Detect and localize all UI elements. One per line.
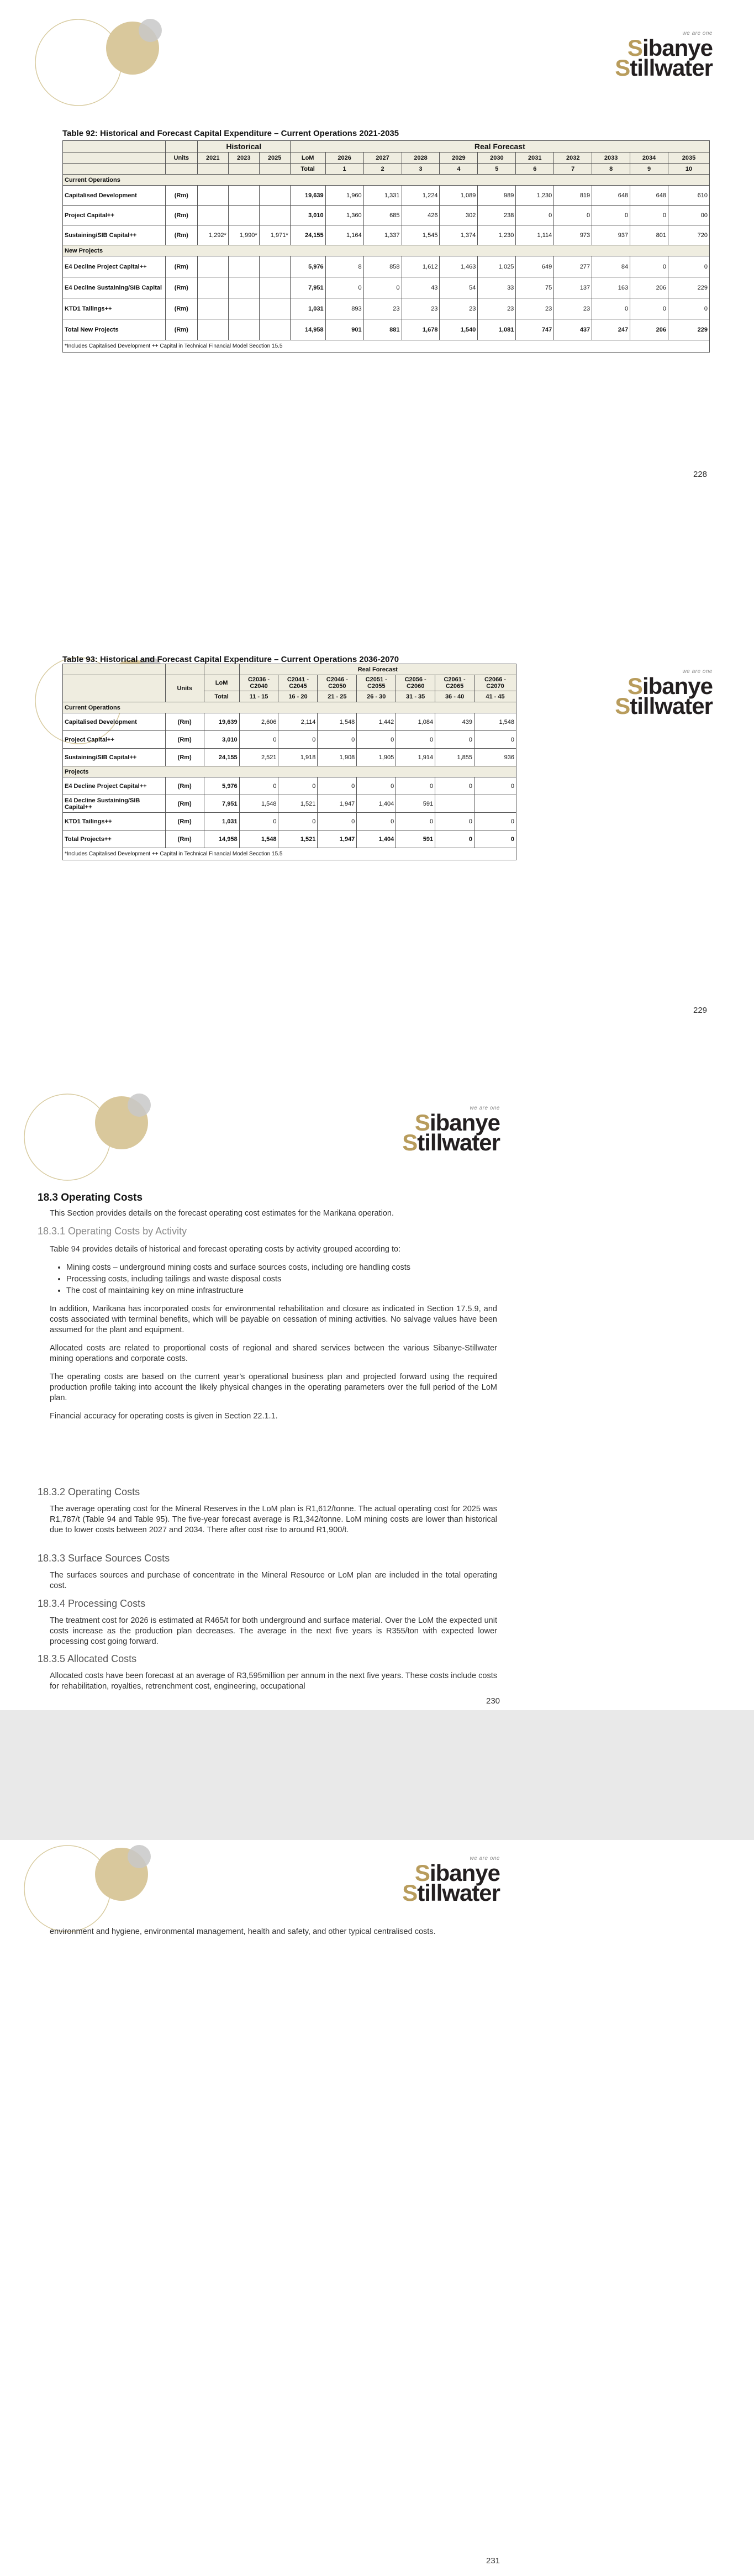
table-cell: Project Capital++ (63, 731, 166, 749)
table-cell: 0 (516, 206, 554, 225)
table-cell: 14,958 (290, 319, 325, 340)
decorative-circles-graphic (22, 1089, 166, 1188)
table-cell: KTD1 Tailings++ (63, 813, 166, 830)
table-92-caption: Table 92: Historical and Forecast Capital Expenditure – Current Operations 2021-2035 (62, 129, 399, 138)
sub-col-header: 31 - 35 (396, 691, 435, 702)
empty-cell (228, 319, 259, 340)
table-cell: (Rm) (165, 813, 204, 830)
table-92 (62, 140, 710, 353)
table-cell: 23 (440, 298, 478, 319)
col-header: C2056 - C2060 (396, 675, 435, 691)
table-cell: 238 (478, 206, 516, 225)
sibanye-stillwater-logo: we are one Sibanye Stillwater (402, 1855, 500, 1906)
table-cell: 426 (402, 206, 440, 225)
body-block-continued (50, 1927, 497, 1945)
sub-col-header: 7 (554, 164, 592, 175)
table-row (63, 830, 516, 848)
table-cell: (Rm) (165, 206, 197, 225)
paragraph: This Section provides details on the forecast operating cost estimates for the Marikana operation. (50, 1209, 394, 1218)
empty-cell (259, 277, 290, 298)
table-cell: (Rm) (165, 713, 204, 731)
table-cell: 1,031 (204, 813, 239, 830)
table-cell: 5,976 (204, 777, 239, 795)
table-cell: 1,025 (478, 256, 516, 277)
subheading-18-3-2: 18.3.2 Operating Costs (38, 1486, 140, 1497)
section-current-operations: Current Operations (63, 702, 516, 713)
table-cell: Sustaining/SIB Capital++ (63, 225, 166, 245)
table-cell (259, 206, 290, 225)
sub-col-header: Total (204, 691, 239, 702)
sub-col-header: 9 (630, 164, 668, 175)
paragraph: The surfaces sources and purchase of concentrate in the Mineral Resource or LoM plan are included in the total operating cost. (50, 1571, 497, 1590)
table-cell: 0 (396, 731, 435, 749)
table-cell: 747 (516, 319, 554, 340)
table-cell: 1,442 (357, 713, 396, 731)
paragraph: Allocated costs have been forecast at an average of R3,595million per annum in the next five years. These costs include costs for rehabilitation, royalties, retrenchment cost, engineering, occupational (50, 1671, 497, 1691)
table-cell: Total New Projects (63, 319, 166, 340)
table-cell: 19,639 (290, 186, 325, 206)
table-cell: 648 (592, 186, 630, 206)
table-group-header-row (63, 141, 710, 153)
subheading-18-3-5: 18.3.5 Allocated Costs (38, 1653, 137, 1664)
table-row (63, 713, 516, 731)
table-cell: 33 (478, 277, 516, 298)
table-cell: 0 (318, 777, 357, 795)
table-cell: 591 (396, 795, 435, 813)
table-cell: 14,958 (204, 830, 239, 848)
subheading-18-3-3: 18.3.3 Surface Sources Costs (38, 1553, 170, 1564)
list-item: • Processing costs, including tailings and waste disposal costs (66, 1274, 497, 1285)
paragraph: The operating costs are based on the current year’s operational business plan and projected forward using the required production profile taking into account the likely physical changes in the operating parameters over the full period of the LoM plan. (50, 1373, 497, 1402)
table-cell: 1,960 (325, 186, 363, 206)
col-header: 2027 (363, 153, 402, 164)
table-cell: 0 (474, 830, 516, 848)
table-cell: 206 (630, 277, 668, 298)
empty-cell (259, 256, 290, 277)
table-cell: 206 (630, 319, 668, 340)
table-cell: 1,331 (363, 186, 402, 206)
table-cell: 649 (516, 256, 554, 277)
table-cell: 1,114 (516, 225, 554, 245)
table-cell: 0 (668, 256, 710, 277)
sub-col-header: 16 - 20 (278, 691, 318, 702)
table-cell: 0 (474, 777, 516, 795)
body-block-5 (50, 1671, 497, 1700)
table-row (63, 186, 710, 206)
subheading-18-3-4: 18.3.4 Processing Costs (38, 1598, 146, 1609)
table-cell: 302 (440, 206, 478, 225)
paragraph: Table 94 provides details of historical and forecast operating costs by activity grouped according to: (50, 1245, 401, 1254)
table-cell: 881 (363, 319, 402, 340)
table-cell: Total Projects++ (63, 830, 166, 848)
table-cell: 163 (592, 277, 630, 298)
table-cell: 23 (402, 298, 440, 319)
sub-col-header: 4 (440, 164, 478, 175)
real-forecast-header: Real Forecast (290, 141, 709, 153)
table-cell: 0 (239, 731, 278, 749)
table-row (63, 777, 516, 795)
empty-cell (259, 298, 290, 319)
decorative-circles-graphic (22, 1840, 166, 1939)
table-cell: 0 (357, 777, 396, 795)
table-cell (474, 795, 516, 813)
table-cell (228, 206, 259, 225)
table-cell (435, 795, 474, 813)
page-number: 229 (693, 1006, 708, 1015)
sub-col-header: 21 - 25 (318, 691, 357, 702)
table-row (63, 225, 710, 245)
table-cell: 3,010 (290, 206, 325, 225)
table-93 (62, 664, 516, 860)
table-cell: 0 (325, 277, 363, 298)
table-note: *Includes Capitalised Development ++ Capital in Technical Financial Model Secction 15.5 (63, 340, 710, 353)
col-header: 2032 (554, 153, 592, 164)
table-cell: 0 (630, 206, 668, 225)
table-cell: 989 (478, 186, 516, 206)
table-cell: 24,155 (290, 225, 325, 245)
table-cell: Project Capital++ (63, 206, 166, 225)
table-cell: 1,548 (239, 830, 278, 848)
col-header: LoM (290, 153, 325, 164)
table-cell: 23 (516, 298, 554, 319)
empty-cell (197, 298, 228, 319)
table-cell: 0 (357, 731, 396, 749)
empty-cell (228, 256, 259, 277)
table-cell: 00 (668, 206, 710, 225)
table-cell: 1,971* (259, 225, 290, 245)
table-cell: (Rm) (165, 749, 204, 766)
table-cell: 1,374 (440, 225, 478, 245)
table-cell: 0 (474, 813, 516, 830)
col-header: 2028 (402, 153, 440, 164)
table-cell: 2,521 (239, 749, 278, 766)
table-cell: 1,292* (197, 225, 228, 245)
paragraph: In addition, Marikana has incorporated costs for environmental rehabilitation and closure as indicated in Section 17.5.9, and costs associated with terminal benefits, which will be payable on cessation of mining activities. No salvage values have been assumed for the plant and equipment. (50, 1305, 497, 1334)
page-231 (0, 1840, 754, 2576)
col-header: 2033 (592, 153, 630, 164)
table-cell: 1,404 (357, 795, 396, 813)
table-cell: 7,951 (204, 795, 239, 813)
table-cell: 54 (440, 277, 478, 298)
empty-cell (197, 277, 228, 298)
col-header: C2051 - C2055 (357, 675, 396, 691)
bullet-list (66, 1263, 497, 1296)
sibanye-stillwater-logo: we are one Sibanye Stillwater (402, 1105, 500, 1155)
table-cell: 1,089 (440, 186, 478, 206)
paragraph: environment and hygiene, environmental management, health and safety, and other typical centralised costs. (50, 1927, 436, 1936)
table-cell: 277 (554, 256, 592, 277)
col-header: 2021 (197, 153, 228, 164)
table-cell: (Rm) (165, 731, 204, 749)
table-cell: (Rm) (165, 795, 204, 813)
col-header: 2030 (478, 153, 516, 164)
table-cell: 591 (396, 830, 435, 848)
table-cell: 137 (554, 277, 592, 298)
table-cell (197, 186, 228, 206)
table-cell: Capitalised Development (63, 186, 166, 206)
table-cell: 0 (396, 777, 435, 795)
table-year-header-row (63, 153, 710, 164)
paragraph: The treatment cost for 2026 is estimated at R465/t for both underground and surface material. Over the LoM the expected unit costs increase as the production plan decreases. The average in the next five years is R355/ton with expected lower processing cost going forward. (50, 1616, 497, 1646)
table-cell: 1,947 (318, 830, 357, 848)
table-cell: 1,545 (402, 225, 440, 245)
table-cell: 1,540 (440, 319, 478, 340)
page-228 (0, 0, 754, 644)
table-cell: 1,678 (402, 319, 440, 340)
table-cell: (Rm) (165, 830, 204, 848)
table-subheader-row (63, 164, 710, 175)
body-block-1 (50, 1244, 497, 1429)
empty-cell (197, 256, 228, 277)
table-cell: 0 (278, 777, 318, 795)
table-cell: 0 (357, 813, 396, 830)
sub-col-header: 11 - 15 (239, 691, 278, 702)
paragraph: Financial accuracy for operating costs is given in Section 22.1.1. (50, 1412, 278, 1421)
table-cell: 439 (435, 713, 474, 731)
empty-cell (228, 298, 259, 319)
table-cell: 23 (363, 298, 402, 319)
table-cell: 858 (363, 256, 402, 277)
table-cell: 0 (239, 777, 278, 795)
table-cell: Sustaining/SIB Capital++ (63, 749, 166, 766)
table-cell: 0 (278, 731, 318, 749)
body-block-2 (50, 1504, 497, 1543)
empty-cell (197, 319, 228, 340)
section-projects: Projects (63, 766, 516, 777)
col-header: C2041 - C2045 (278, 675, 318, 691)
col-header: 2026 (325, 153, 363, 164)
table-cell: (Rm) (165, 777, 204, 795)
table-cell: 0 (239, 813, 278, 830)
sibanye-stillwater-logo: we are one Sibanye Stillwater (615, 30, 713, 81)
col-header: 2035 (668, 153, 710, 164)
col-header: C2061 - C2065 (435, 675, 474, 691)
table-cell: (Rm) (165, 186, 197, 206)
table-cell: 1,855 (435, 749, 474, 766)
table-cell: (Rm) (165, 319, 197, 340)
table-row (63, 795, 516, 813)
sub-col-header: 2 (363, 164, 402, 175)
table-cell: 1,905 (357, 749, 396, 766)
table-cell: 0 (435, 777, 474, 795)
body-block-3 (50, 1570, 497, 1599)
table-cell: 0 (278, 813, 318, 830)
sibanye-stillwater-logo: we are one Sibanye Stillwater (615, 669, 713, 719)
table-cell: 1,230 (516, 186, 554, 206)
col-header: 2031 (516, 153, 554, 164)
sub-col-header: 26 - 30 (357, 691, 396, 702)
page-230 (0, 1066, 754, 1710)
sub-col-header: 6 (516, 164, 554, 175)
table-cell: 437 (554, 319, 592, 340)
table-cell: KTD1 Tailings++ (63, 298, 166, 319)
decorative-circles-graphic (33, 14, 177, 113)
units-header: Units (165, 675, 204, 702)
table-cell: 0 (435, 830, 474, 848)
table-cell: Capitalised Development (63, 713, 166, 731)
table-cell: 893 (325, 298, 363, 319)
table-cell: 648 (630, 186, 668, 206)
table-row (63, 813, 516, 830)
table-row (63, 731, 516, 749)
table-cell: 0 (630, 256, 668, 277)
table-cell: 1,337 (363, 225, 402, 245)
table-cell: 1,612 (402, 256, 440, 277)
table-cell: 1,230 (478, 225, 516, 245)
table-cell: 0 (592, 206, 630, 225)
table-row (63, 298, 710, 319)
table-cell: 1,081 (478, 319, 516, 340)
list-item: • The cost of maintaining key on mine infrastructure (66, 1286, 497, 1296)
sub-col-header: 41 - 45 (474, 691, 516, 702)
col-header: C2046 - C2050 (318, 675, 357, 691)
table-cell: 1,164 (325, 225, 363, 245)
table-cell: 1,990* (228, 225, 259, 245)
page-number: 231 (486, 2556, 500, 2566)
table-cell: 819 (554, 186, 592, 206)
table-cell: 720 (668, 225, 710, 245)
table-cell: 0 (592, 298, 630, 319)
sub-col-header: 10 (668, 164, 710, 175)
table-cell: 610 (668, 186, 710, 206)
col-header: 2034 (630, 153, 668, 164)
empty-cell (228, 277, 259, 298)
table-cell: 0 (396, 813, 435, 830)
sub-col-header: 36 - 40 (435, 691, 474, 702)
table-cell: 801 (630, 225, 668, 245)
section-heading-18-3: 18.3 Operating Costs (38, 1192, 143, 1203)
table-cell (197, 206, 228, 225)
table-93-caption: Table 93: Historical and Forecast Capital Expenditure – Current Operations 2036-2070 (62, 655, 399, 664)
page-number: 228 (693, 470, 708, 479)
table-row (63, 277, 710, 298)
table-cell: 1,224 (402, 186, 440, 206)
paragraph: The average operating cost for the Mineral Reserves in the LoM plan is R1,612/tonne. The actual operating cost for 2025 was R1,787/t (Table 94 and Table 95). The five-year forecast average is R1,342/tonne. LoM mining costs are lower than historical due to lower costs between 2027 and 2034. There after cost rise to around R1,900/t. (50, 1505, 497, 1534)
table-cell: (Rm) (165, 256, 197, 277)
table-cell (228, 186, 259, 206)
table-cell: 1,548 (318, 713, 357, 731)
table-cell: 0 (318, 813, 357, 830)
list-item: • Mining costs – underground mining costs and surface sources costs, including ore handling costs (66, 1263, 497, 1273)
table-cell: 0 (554, 206, 592, 225)
table-cell: 685 (363, 206, 402, 225)
sub-col-header: Total (290, 164, 325, 175)
table-cell: E4 Decline Sustaining/SIB Capital++ (63, 795, 166, 813)
table-row (63, 749, 516, 766)
table-cell: 229 (668, 319, 710, 340)
table-cell: (Rm) (165, 225, 197, 245)
table-cell: 1,918 (278, 749, 318, 766)
section-current-operations: Current Operations (63, 175, 710, 186)
table-cell: 229 (668, 277, 710, 298)
table-cell: 1,360 (325, 206, 363, 225)
table-cell: 1,084 (396, 713, 435, 731)
table-cell: 2,114 (278, 713, 318, 731)
table-cell: 901 (325, 319, 363, 340)
col-header: 2025 (259, 153, 290, 164)
table-row (63, 319, 710, 340)
table-cell: 1,548 (474, 713, 516, 731)
sub-col-header: 8 (592, 164, 630, 175)
table-cell: (Rm) (165, 298, 197, 319)
units-header: Units (165, 153, 197, 164)
table-row (63, 206, 710, 225)
table-cell: 1,031 (290, 298, 325, 319)
table-cell: 84 (592, 256, 630, 277)
section-new-projects: New Projects (63, 245, 710, 256)
historical-header: Historical (197, 141, 290, 153)
table-cell: 3,010 (204, 731, 239, 749)
table-cell: 5,976 (290, 256, 325, 277)
table-cell: 2,606 (239, 713, 278, 731)
paragraph: Allocated costs are related to proportional costs of regional and shared services between the various Sibanye-Stillwater mining operations and corporate costs. (50, 1344, 497, 1363)
table-cell: E4 Decline Project Capital++ (63, 777, 166, 795)
real-forecast-header: Real Forecast (239, 664, 516, 675)
table-cell: 1,908 (318, 749, 357, 766)
empty-cell (259, 319, 290, 340)
table-cell: 937 (592, 225, 630, 245)
table-cell: 1,463 (440, 256, 478, 277)
table-cell: 23 (478, 298, 516, 319)
subheading-18-3-1: 18.3.1 Operating Costs by Activity (38, 1226, 187, 1237)
table-cell: E4 Decline Sustaining/SIB Capital (63, 277, 166, 298)
table-cell: 7,951 (290, 277, 325, 298)
table-cell: (Rm) (165, 277, 197, 298)
col-header: 2023 (228, 153, 259, 164)
table-cell: 1,548 (239, 795, 278, 813)
page-number: 230 (486, 1696, 500, 1706)
table-cell: 936 (474, 749, 516, 766)
intro-block (50, 1208, 497, 1227)
table-cell: 0 (318, 731, 357, 749)
table-cell (259, 186, 290, 206)
table-cell: 24,155 (204, 749, 239, 766)
table-cell: 1,521 (278, 795, 318, 813)
lom-header: LoM (204, 675, 239, 691)
table-cell: 0 (435, 731, 474, 749)
table-cell: 1,947 (318, 795, 357, 813)
col-header: 2029 (440, 153, 478, 164)
table-cell: 43 (402, 277, 440, 298)
table-cell: 8 (325, 256, 363, 277)
table-cell: E4 Decline Project Capital++ (63, 256, 166, 277)
table-cell: 0 (630, 298, 668, 319)
table-cell: 1,914 (396, 749, 435, 766)
table-cell: 1,521 (278, 830, 318, 848)
table-cell: 0 (435, 813, 474, 830)
table-cell: 0 (474, 731, 516, 749)
col-header: C2036 - C2040 (239, 675, 278, 691)
table-cell: 0 (363, 277, 402, 298)
table-cell: 247 (592, 319, 630, 340)
col-header: C2066 - C2070 (474, 675, 516, 691)
table-row (63, 256, 710, 277)
table-cell: 19,639 (204, 713, 239, 731)
table-cell: 75 (516, 277, 554, 298)
body-block-4 (50, 1616, 497, 1655)
sub-col-header: 3 (402, 164, 440, 175)
table-cell: 1,404 (357, 830, 396, 848)
table-cell: 0 (668, 298, 710, 319)
table-cell: 23 (554, 298, 592, 319)
sub-col-header: 5 (478, 164, 516, 175)
sub-col-header: 1 (325, 164, 363, 175)
table-note: *Includes Capitalised Development ++ Capital in Technical Financial Model Secction 15.5 (63, 848, 516, 860)
table-cell: 973 (554, 225, 592, 245)
